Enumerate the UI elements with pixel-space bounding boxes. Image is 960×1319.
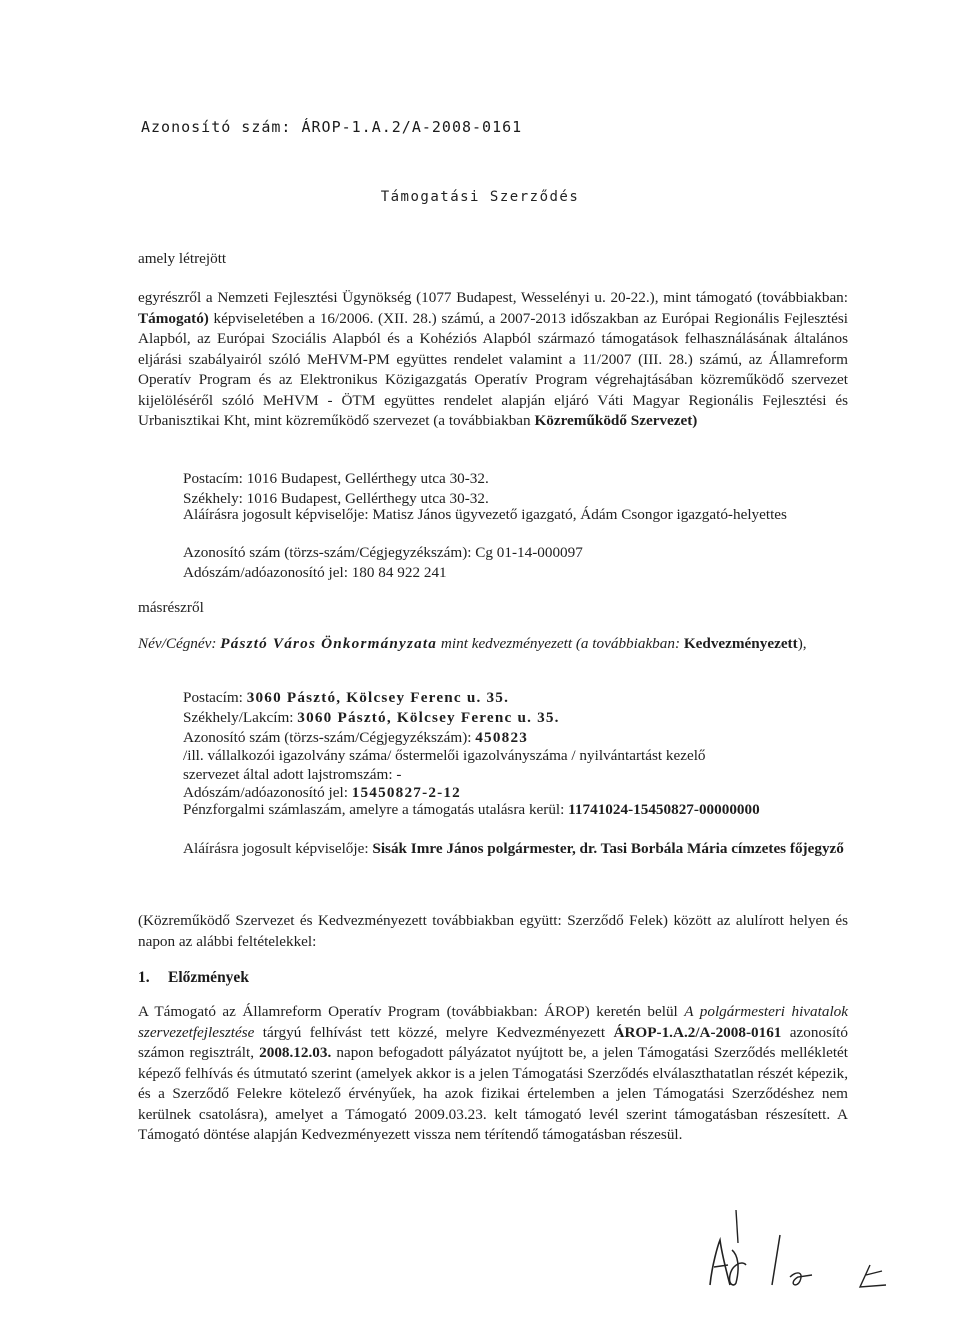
party2-nev-paragraph <box>138 634 848 655</box>
section-1-title: Előzmények <box>168 969 249 986</box>
party1-paragraph <box>138 288 848 432</box>
party2-nev-value: Pásztó Város Önkormányzata <box>220 635 438 652</box>
party1-tamogato-bold: Támogató) <box>138 309 209 327</box>
masreszrol-text: másrészről <box>138 599 204 616</box>
section-1-text-d: napon befogadott pályázatot nyújtott be, a jelen Támogatási Szerződés mellékletét képező felhívás és útmutató szerint (amelyek akkor is a jelen Támogatási Szerződés elválaszthatatlan részét képezik, és a Szerződő Felekre kötelező érvényűek, ha azok fizikai értelemben a jelen Támogatási Szerződéshez nem kerülnek csatolásra), amelyet a Támogató 2009.03.23. kelt támogató levél szerint támogatásban részesített. A Támogató döntése alapján Kedvezményezett vissza nem térítendő támogatásban részesül. <box>138 1044 848 1143</box>
party2-ado-label: Adószám/adóazonosító jel: <box>183 784 352 801</box>
closing-paragraph: (Közreműködő Szervezet és Kedvezményezett továbbiakban együtt: Szerződő Felek) között az alulírott helyen és napon az alábbi feltételekkel: <box>138 912 848 950</box>
party2-nev-rest: mint kedvezményezett (a továbbiakban: <box>437 635 684 652</box>
party1-alairasra: Aláírásra jogosult képviselője: Matisz János ügyvezető igazgató, Ádám Csongor igazgató-helyettes <box>183 506 787 523</box>
party2-penz-label: Pénzforgalmi számlaszám, amelyre a támogatás utalásra kerül: <box>183 801 569 818</box>
party2-szekhely-value: 3060 Pásztó, Kölcsey Ferenc u. 35. <box>297 709 560 726</box>
party1-text-b: képviseletében a 16/2006. (XII. 28.) számú, a 2007-2013 időszakban az Európai Regionális Fejlesztési Alapból, az Európai Szociális Alapból és a Kohéziós Alapból származó támogatások felhasználásának általános eljárási szabályairól szóló MeHVM-PM együttes rendelet valamint a 11/2007 (III. 28.) számú, az Államreform Operatív Program és az Elektronikus Közigazgatás Operatív Program végrehajtásában közreműködő szervezet kijelöléséről szóló MeHVM - ÖTM együttes rendelet alapján eljáró Váti Magyar Regionális Fejlesztési és Urbanisztikai Kht, mint közreműködő szervezet (a továbbiakban <box>138 309 848 429</box>
party2-ill-line2: szervezet által adott lajstromszám: - <box>183 766 402 783</box>
party2-penzforgalmi <box>183 800 848 821</box>
party2-szekhely <box>183 708 560 729</box>
party1-azonosito: Azonosító szám (törzs-szám/Cégjegyzékszám): Cg 01-14-000097 <box>183 544 583 561</box>
party1-kozremukodo-bold: Közreműködő Szervezet) <box>534 412 698 429</box>
section-1-call-title: A polgármesteri hivatalok szervezetfejlesztése <box>138 1003 848 1041</box>
party2-ill-line1: /ill. vállalkozói igazolvány száma/ őstermelői igazolványszáma / nyilvántartást kezelő <box>183 747 706 764</box>
party2-postacim-value: 3060 Pásztó, Kölcsey Ferenc u. 35. <box>246 689 510 706</box>
party1-postacim: Postacím: 1016 Budapest, Gellérthegy utca 30-32. <box>183 470 489 487</box>
party2-postacim-label: Postacím: <box>183 689 247 706</box>
section-1-text-a: A Támogató az Államreform Operatív Program (továbbiakban: ÁROP) keretén belül <box>138 1003 685 1020</box>
party2-alair-value: Sisák Imre János polgármester, dr. Tasi Borbála Mária címzetes főjegyző <box>372 840 844 857</box>
party1-text-a: egyrészről a Nemzeti Fejlesztési Ügynökség (1077 Budapest, Wesselényi u. 20-22.), mint támogató (továbbiakban: <box>138 289 848 306</box>
party2-nev-label: Név/Cégnév: <box>138 635 221 652</box>
document-title: Támogatási Szerződés <box>380 189 580 205</box>
party2-ado-value: 15450827-2-12 <box>351 784 461 801</box>
section-1-date: 2008.12.03. <box>259 1044 332 1061</box>
party2-penz-value: 11741024-15450827-00000000 <box>568 801 760 818</box>
handwritten-initials-signature <box>690 1205 910 1305</box>
section-1-project-id: ÁROP-1.A.2/A-2008-0161 <box>613 1023 782 1041</box>
section-1-heading <box>138 969 249 987</box>
party2-postacim <box>183 688 509 709</box>
section-1-paragraph <box>138 1002 848 1146</box>
party2-kedvezmenyezett-bold: Kedvezményezett <box>683 635 798 652</box>
party1-szekhely: Székhely: 1016 Budapest, Gellérthegy utca 30-32. <box>183 490 489 507</box>
party2-azon-value: 450823 <box>475 729 529 746</box>
party2-alairasra <box>183 839 848 860</box>
party2-alair-label: Aláírásra jogosult képviselője: <box>183 840 373 857</box>
section-1-number: 1. <box>138 969 150 986</box>
intro-text: amely létrejött <box>138 250 227 267</box>
party2-nev-end: ), <box>797 635 807 652</box>
section-1-text-c: azonosító számon regisztrált, <box>138 1023 848 1061</box>
section-1-text-b: tárgyú felhívást tett közzé, melyre Kedvezményezett <box>254 1023 614 1041</box>
party2-szekhely-label: Székhely/Lakcím: <box>183 709 298 726</box>
azonosito-header: Azonosító szám: ÁROP-1.A.2/A-2008-0161 <box>141 118 523 136</box>
party2-azon-label: Azonosító szám (törzs-szám/Cégjegyzékszám): <box>183 729 476 746</box>
party1-adoszam: Adószám/adóazonosító jel: 180 84 922 241 <box>183 564 447 581</box>
